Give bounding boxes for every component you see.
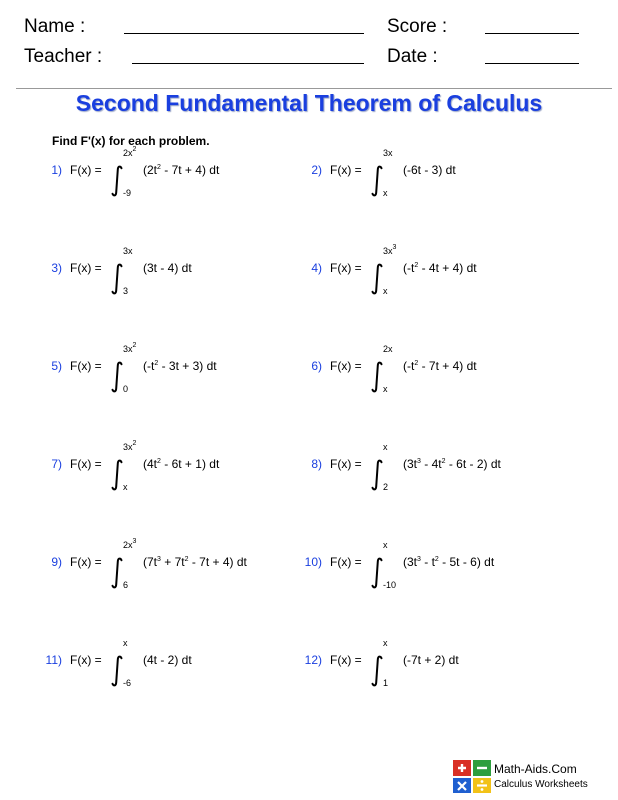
name-line [124, 33, 364, 34]
lower-limit: x [383, 188, 388, 198]
problem-11 [10, 640, 270, 710]
problem-number: 4) [311, 261, 322, 275]
function-label: F(x) = [330, 261, 362, 275]
score-label: Score : [387, 16, 448, 37]
upper-limit: 3x [123, 246, 133, 256]
teacher-label: Teacher : [24, 46, 103, 67]
lower-limit: x [123, 482, 128, 492]
integral-icon [111, 459, 123, 491]
problem-3 [10, 248, 270, 318]
lower-limit: 6 [123, 580, 129, 590]
lower-limit: x [383, 384, 388, 394]
site-name: Math-Aids.Com [494, 762, 577, 776]
function-label: F(x) = [70, 163, 102, 177]
upper-limit: $2x^2$ [123, 146, 137, 158]
problem-9 [10, 538, 270, 612]
date-line [485, 63, 579, 64]
integrand: (4t - 2) dt [143, 653, 192, 667]
function-label: F(x) = [70, 457, 102, 471]
problem-number: 6) [311, 359, 322, 373]
integrand: $(4t^2 - 6t + 1)$ dt [143, 457, 220, 471]
problem-6 [270, 346, 530, 416]
integrand: $(3t^3 - 4t^2 - 6t - 2)$ dt [403, 457, 501, 471]
integrand: (-7t + 2) dt [403, 653, 459, 667]
integrand: $(-t^2 - 4t + 4)$ dt [403, 261, 477, 275]
integrand: $(2t^2 - 7t + 4)$ dt [143, 163, 220, 177]
function-label: F(x) = [330, 653, 362, 667]
lower-limit: -9 [123, 188, 132, 198]
site-subtitle: Calculus Worksheets [494, 779, 588, 790]
problem-number: 7) [51, 457, 62, 471]
upper-limit: $3x^2$ [123, 342, 137, 354]
lower-limit: 2 [383, 482, 389, 492]
upper-limit: 2x [383, 344, 393, 354]
upper-limit: $2x^3$ [123, 538, 137, 550]
problem-number: 2) [311, 163, 322, 177]
integral-icon [371, 361, 383, 393]
problem-number: 5) [51, 359, 62, 373]
integral-icon [111, 557, 123, 589]
problem-5 [10, 342, 270, 416]
integral-icon [371, 557, 383, 589]
math-operators-icon [452, 759, 492, 794]
integral-icon [371, 459, 383, 491]
lower-limit: x [383, 286, 388, 296]
upper-limit: x [383, 638, 388, 648]
lower-limit: 0 [123, 384, 129, 394]
problem-number: 1) [51, 163, 62, 177]
upper-limit: 3x [383, 148, 393, 158]
upper-limit: $3x^2$ [123, 440, 137, 452]
date-label: Date : [387, 46, 438, 67]
upper-limit: x [383, 540, 388, 550]
problem-number: 9) [51, 555, 62, 569]
function-label: F(x) = [330, 359, 362, 373]
lower-limit: -6 [123, 678, 132, 688]
function-label: F(x) = [70, 555, 102, 569]
name-label: Name : [24, 16, 86, 37]
problem-8 [270, 444, 530, 514]
lower-limit: -10 [383, 580, 397, 590]
lower-limit: 1 [383, 678, 389, 688]
integral-icon [111, 655, 123, 687]
lower-limit: 3 [123, 286, 129, 296]
function-label: F(x) = [330, 163, 362, 177]
function-label: F(x) = [330, 555, 362, 569]
score-line [485, 33, 579, 34]
problem-4 [270, 244, 530, 318]
problem-number: 8) [311, 457, 322, 471]
problem-number: 12) [304, 653, 322, 667]
problem-7 [10, 440, 270, 514]
integrand: $(3t^3 - t^2 - 5t - 6)$ dt [403, 555, 495, 569]
problem-number: 3) [51, 261, 62, 275]
integrand: (3t - 4) dt [143, 261, 192, 275]
integrand: $(-t^2 - 3t + 3)$ dt [143, 359, 217, 373]
function-label: F(x) = [70, 261, 102, 275]
upper-limit: x [383, 442, 388, 452]
problem-number: 11) [45, 653, 62, 667]
instructions: Find F'(x) for each problem. [52, 134, 210, 148]
integrand: $(-t^2 - 7t + 4)$ dt [403, 359, 477, 373]
function-label: F(x) = [70, 653, 102, 667]
integral-icon [111, 263, 123, 295]
problem-number: 10) [304, 555, 322, 569]
problem-10 [270, 542, 530, 612]
problem-12 [270, 640, 530, 710]
integral-icon [371, 165, 383, 197]
problem-1 [10, 146, 270, 220]
header-divider [16, 88, 612, 89]
upper-limit: x [123, 638, 128, 648]
function-label: F(x) = [70, 359, 102, 373]
function-label: F(x) = [330, 457, 362, 471]
integral-icon [111, 361, 123, 393]
integrand: (-6t - 3) dt [403, 163, 456, 177]
integral-icon [371, 263, 383, 295]
integral-icon [111, 165, 123, 197]
teacher-line [132, 63, 364, 64]
page-title: Second Fundamental Theorem of Calculus [75, 90, 543, 116]
problem-2 [270, 150, 530, 220]
integral-icon [371, 655, 383, 687]
upper-limit: $3x^3$ [383, 244, 397, 256]
integrand: $(7t^3 + 7t^2 - 7t + 4)$ dt [143, 555, 247, 569]
